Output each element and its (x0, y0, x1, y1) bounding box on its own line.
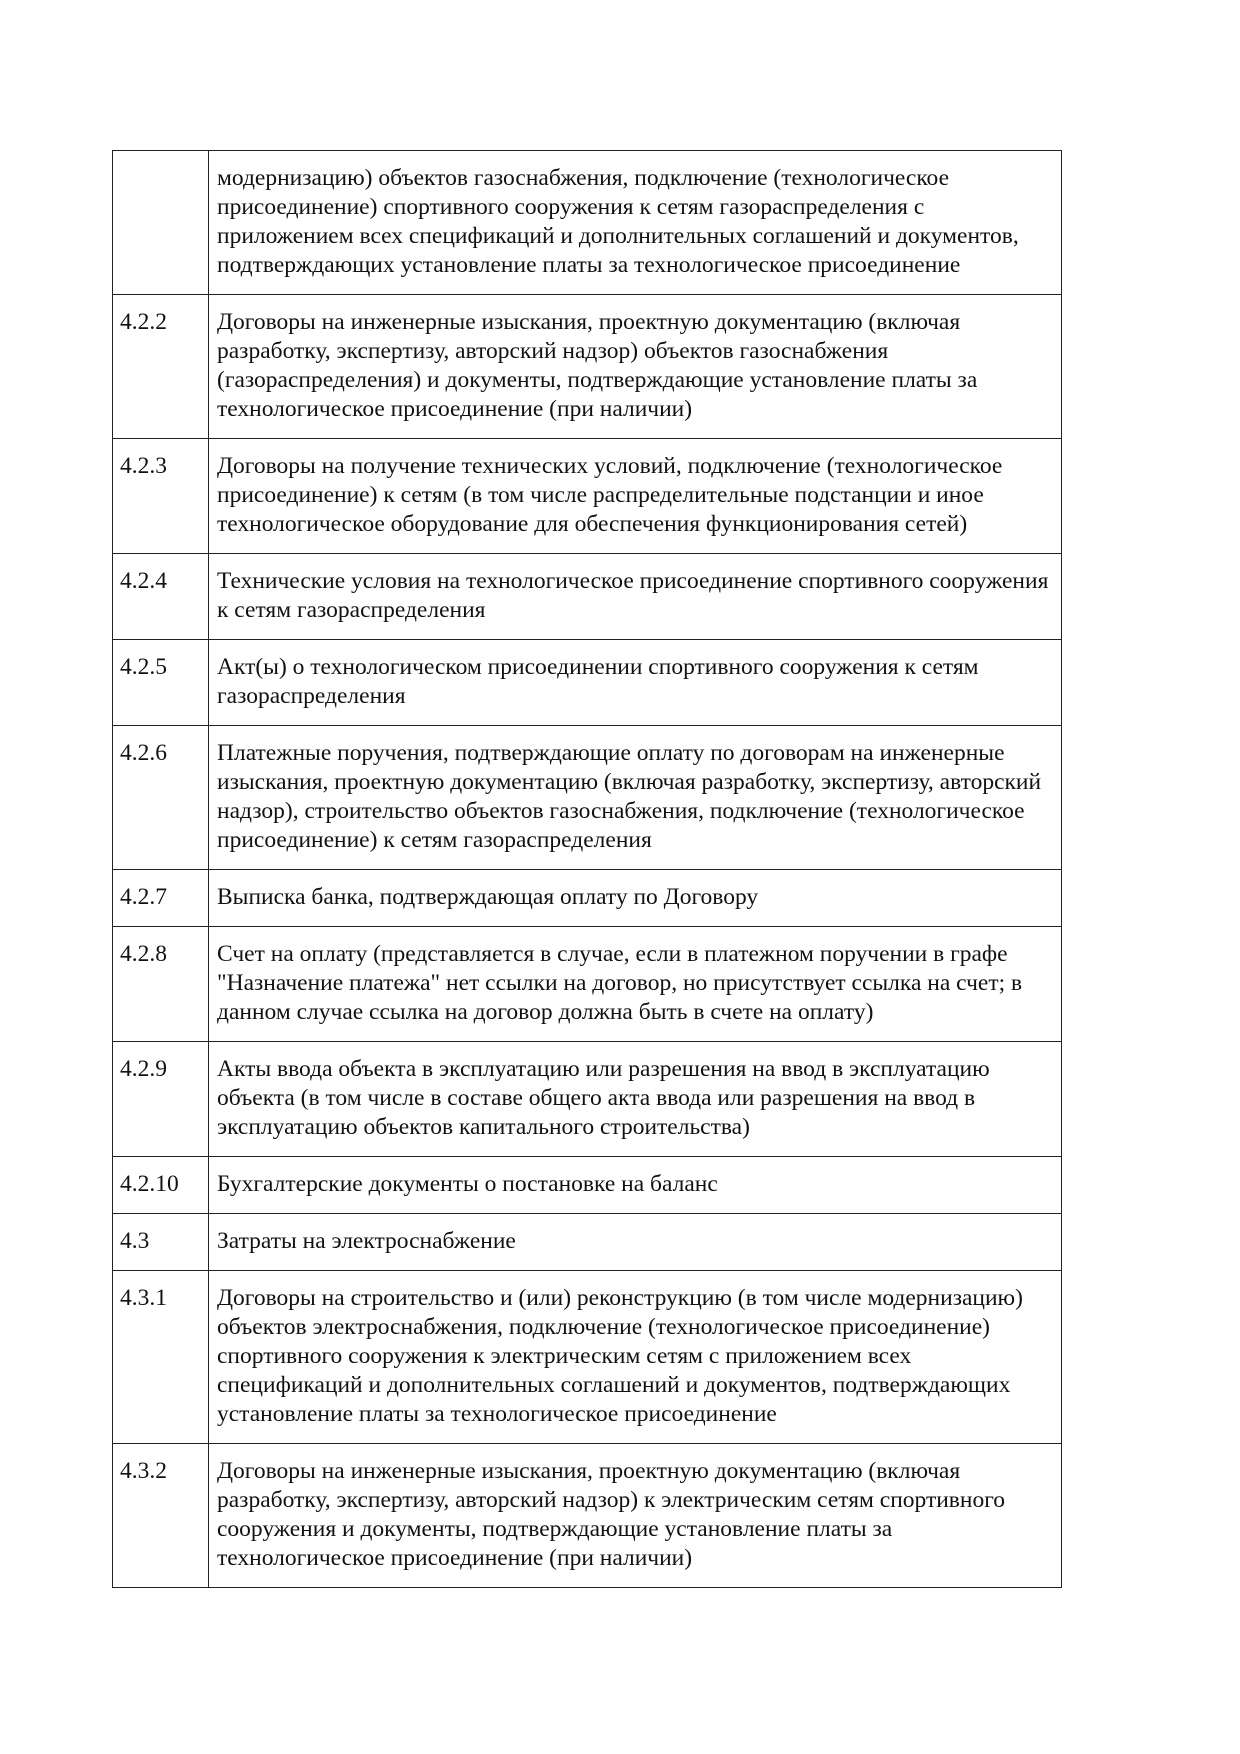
row-number: 4.2.3 (113, 439, 209, 554)
row-description: модернизацию) объектов газоснабжения, подключение (технологическое присоединение) спортивного сооружения к сетям газораспределения с приложением всех спецификаций и дополнительных соглашений и документов, подтверждающих установление платы за технологическое присоединение (209, 151, 1062, 295)
table-row (113, 151, 1062, 295)
table-row (113, 870, 1062, 927)
row-number: 4.3.1 (113, 1271, 209, 1444)
row-description: Технические условия на технологическое присоединение спортивного сооружения к сетям газораспределения (209, 554, 1062, 640)
row-description: Выписка банка, подтверждающая оплату по Договору (209, 870, 1062, 927)
row-number (113, 151, 209, 295)
table-row (113, 640, 1062, 726)
table-row (113, 554, 1062, 640)
row-number: 4.3.2 (113, 1444, 209, 1588)
table-row (113, 1157, 1062, 1214)
row-number: 4.2.9 (113, 1042, 209, 1157)
row-number: 4.2.6 (113, 726, 209, 870)
table-row (113, 1042, 1062, 1157)
table-row (113, 1214, 1062, 1271)
table-row (113, 927, 1062, 1042)
row-description: Договоры на инженерные изыскания, проектную документацию (включая разработку, экспертизу, авторский надзор) к электрическим сетям спортивного сооружения и документы, подтверждающие установление платы за технологическое присоединение (при наличии) (209, 1444, 1062, 1588)
table-row (113, 726, 1062, 870)
row-description: Бухгалтерские документы о постановке на баланс (209, 1157, 1062, 1214)
row-number: 4.2.2 (113, 295, 209, 439)
row-description: Договоры на получение технических условий, подключение (технологическое присоединение) к сетям (в том числе распределительные подстанции и иное технологическое оборудование для обеспечения функционирования сетей) (209, 439, 1062, 554)
row-description: Счет на оплату (представляется в случае, если в платежном поручении в графе "Назначение платежа" нет ссылки на договор, но присутствует ссылка на счет; в данном случае ссылка на договор должна быть в счете на оплату) (209, 927, 1062, 1042)
table-row (113, 295, 1062, 439)
table-row (113, 1271, 1062, 1444)
row-description: Акты ввода объекта в эксплуатацию или разрешения на ввод в эксплуатацию объекта (в том числе в составе общего акта ввода или разрешения на ввод в эксплуатацию объектов капитального строительства) (209, 1042, 1062, 1157)
row-number: 4.2.7 (113, 870, 209, 927)
row-description: Затраты на электроснабжение (209, 1214, 1062, 1271)
row-number: 4.2.10 (113, 1157, 209, 1214)
row-description: Договоры на строительство и (или) реконструкцию (в том числе модернизацию) объектов электроснабжения, подключение (технологическое присоединение) спортивного сооружения к электрическим сетям с приложением всех спецификаций и дополнительных соглашений и документов, подтверждающих установление платы за технологическое присоединение (209, 1271, 1062, 1444)
row-number: 4.2.4 (113, 554, 209, 640)
table-row (113, 1444, 1062, 1588)
row-number: 4.2.8 (113, 927, 209, 1042)
row-description: Договоры на инженерные изыскания, проектную документацию (включая разработку, экспертизу, авторский надзор) объектов газоснабжения (газораспределения) и документы, подтверждающие установление платы за технологическое присоединение (при наличии) (209, 295, 1062, 439)
row-number: 4.2.5 (113, 640, 209, 726)
row-number: 4.3 (113, 1214, 209, 1271)
table-row (113, 439, 1062, 554)
documents-table (112, 150, 1062, 1588)
row-description: Акт(ы) о технологическом присоединении спортивного сооружения к сетям газораспределения (209, 640, 1062, 726)
row-description: Платежные поручения, подтверждающие оплату по договорам на инженерные изыскания, проектную документацию (включая разработку, экспертизу, авторский надзор), строительство объектов газоснабжения, подключение (технологическое присоединение) к сетям газораспределения (209, 726, 1062, 870)
